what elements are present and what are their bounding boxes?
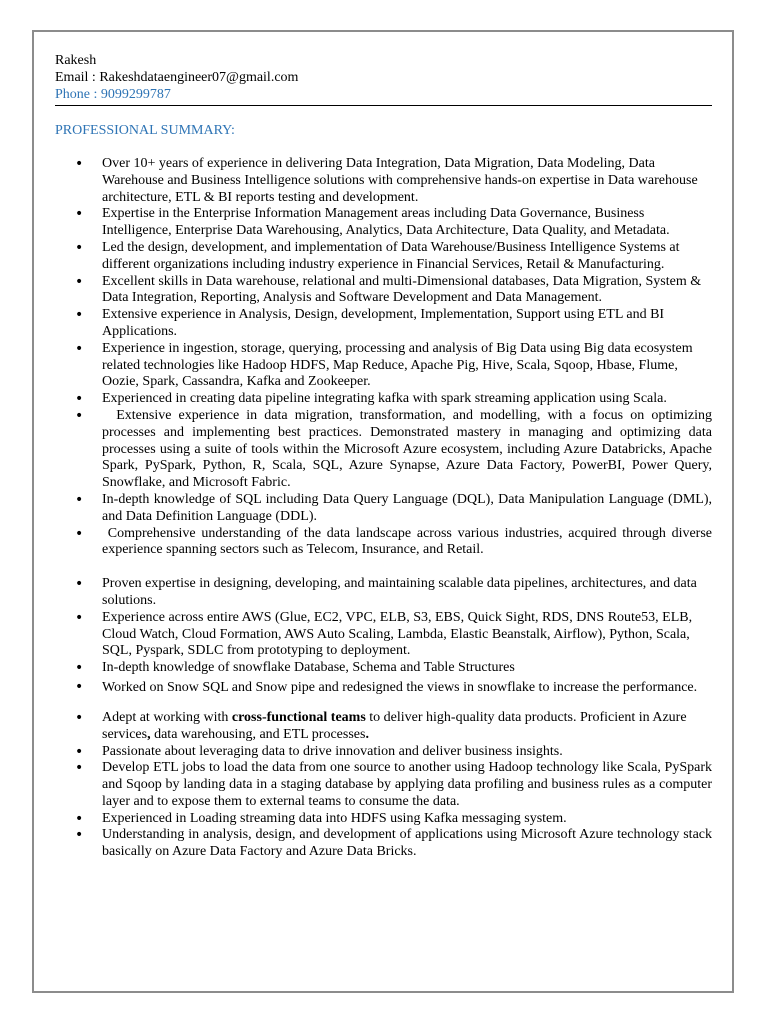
list-item-text: Extensive experience in data migration, transformation, and modelling, with a focus on optimizing processes and implementing best practices. Demonstrated mastery in managing and optimizing data processes using a suite of tools within the Microsoft Azure ecosystem, including Azure Databricks, Apache Spark, PySpark, Python, R, Scala, SQL, Azure Synapse, Azure Data Factory, PowerBI, Power Query, Snowflake, and Microsoft Fabric.: [102, 407, 712, 491]
list-item: • In-depth knowledge of snowflake Database, Schema and Table Structures: [55, 660, 712, 677]
text-run: to deliver high-quality data products. Proficient in Azure services: [102, 709, 687, 742]
spacer: [55, 559, 712, 576]
list-item: • Experienced in creating data pipeline integrating kafka with spark streaming application using Scala.: [55, 391, 712, 408]
summary-list-3: [55, 710, 712, 861]
list-item: • Experienced in Loading streaming data into HDFS using Kafka messaging system.: [55, 811, 712, 828]
list-item: • Develop ETL jobs to load the data from one source to another using Hadoop technology like Scala, PySpark and Sqoop by landing data in a staging database by applying data profiling and business rules as a computer layer and to expose them to external teams to consume the data.: [55, 760, 712, 810]
list-item: • Understanding in analysis, design, and development of applications using Microsoft Azure technology stack basically on Azure Data Factory and Azure Data Bricks.: [55, 827, 712, 861]
list-item: [55, 408, 712, 492]
section-title: PROFESSIONAL SUMMARY:: [55, 123, 235, 138]
list-item: • Proven expertise in designing, developing, and maintaining scalable data pipelines, architectures, and data solutions.: [55, 576, 712, 610]
summary-list-2: [55, 576, 712, 698]
list-item-text: Comprehensive understanding of the data landscape across various industries, acquired through diverse experience spanning sectors such as Telecom, Insurance, and Retail.: [102, 525, 713, 558]
list-item: • Experience in ingestion, storage, querying, processing and analysis of Big Data using Big data ecosystem related technologies like Hadoop HDFS, Map Reduce, Apache Pig, Hive, Scala, Sqoop, Hbase, Flume, Oozie, Spark, Cassandra, Kafka and Zookeeper.: [55, 341, 712, 391]
bold-text: cross-functional teams: [231, 709, 366, 725]
list-item: • Led the design, development, and implementation of Data Warehouse/Business Intelligence Systems at different organizations including industry experience in Financial Services, Retail & Manufacturing.: [55, 240, 712, 274]
bold-text: .: [365, 726, 369, 742]
resume-body: [55, 52, 712, 861]
candidate-name: Rakesh: [55, 53, 97, 68]
list-item: [55, 526, 712, 560]
list-item: • Over 10+ years of experience in delivering Data Integration, Data Migration, Data Modeling, Data Warehouse and Business Intelligence solutions with comprehensive hands-on expertise in Data warehouse architecture, ETL & BI reports testing and development.: [55, 156, 712, 206]
summary-list-1: [55, 156, 712, 559]
phone-line: Phone : 9099299787: [55, 87, 171, 102]
list-item: • Expertise in the Enterprise Information Management areas including Data Governance, Business Intelligence, Enterprise Data Warehousing, Analytics, Data Architecture, Data Quality, and Metadata.: [55, 206, 712, 240]
list-item: • In-depth knowledge of SQL including Data Query Language (DQL), Data Manipulation Language (DML), and Data Definition Language (DDL).: [55, 492, 712, 526]
text-run: Adept at working with: [102, 709, 232, 725]
list-item: • Extensive experience in Analysis, Design, development, Implementation, Support using ETL and BI Applications.: [55, 307, 712, 341]
header-divider: [55, 105, 712, 106]
bold-text: ,: [147, 726, 151, 742]
list-item: [55, 710, 712, 744]
email-line: Email : Rakeshdataengineer07@gmail.com: [55, 70, 299, 85]
list-item: • Passionate about leveraging data to drive innovation and deliver business insights.: [55, 744, 712, 761]
list-item: • Excellent skills in Data warehouse, relational and multi-Dimensional databases, Data Migration, System & Data Integration, Reporting, Analysis and Software Development and Data Management.: [55, 274, 712, 308]
list-item: • Experience across entire AWS (Glue, EC2, VPC, ELB, S3, EBS, Quick Sight, RDS, DNS Route53, ELB, Cloud Watch, Cloud Formation, AWS Auto Scaling, Lambda, Elastic Beanstalk, Airflow), Python, Scala, SQL, Pyspark, SDLC from prototyping to deployment.: [55, 610, 712, 660]
spacer: [55, 698, 712, 710]
text-run: data warehousing, and ETL processes: [150, 726, 366, 742]
list-item: • Worked on Snow SQL and Snow pipe and redesigned the views in snowflake to increase the performance.: [55, 677, 712, 698]
